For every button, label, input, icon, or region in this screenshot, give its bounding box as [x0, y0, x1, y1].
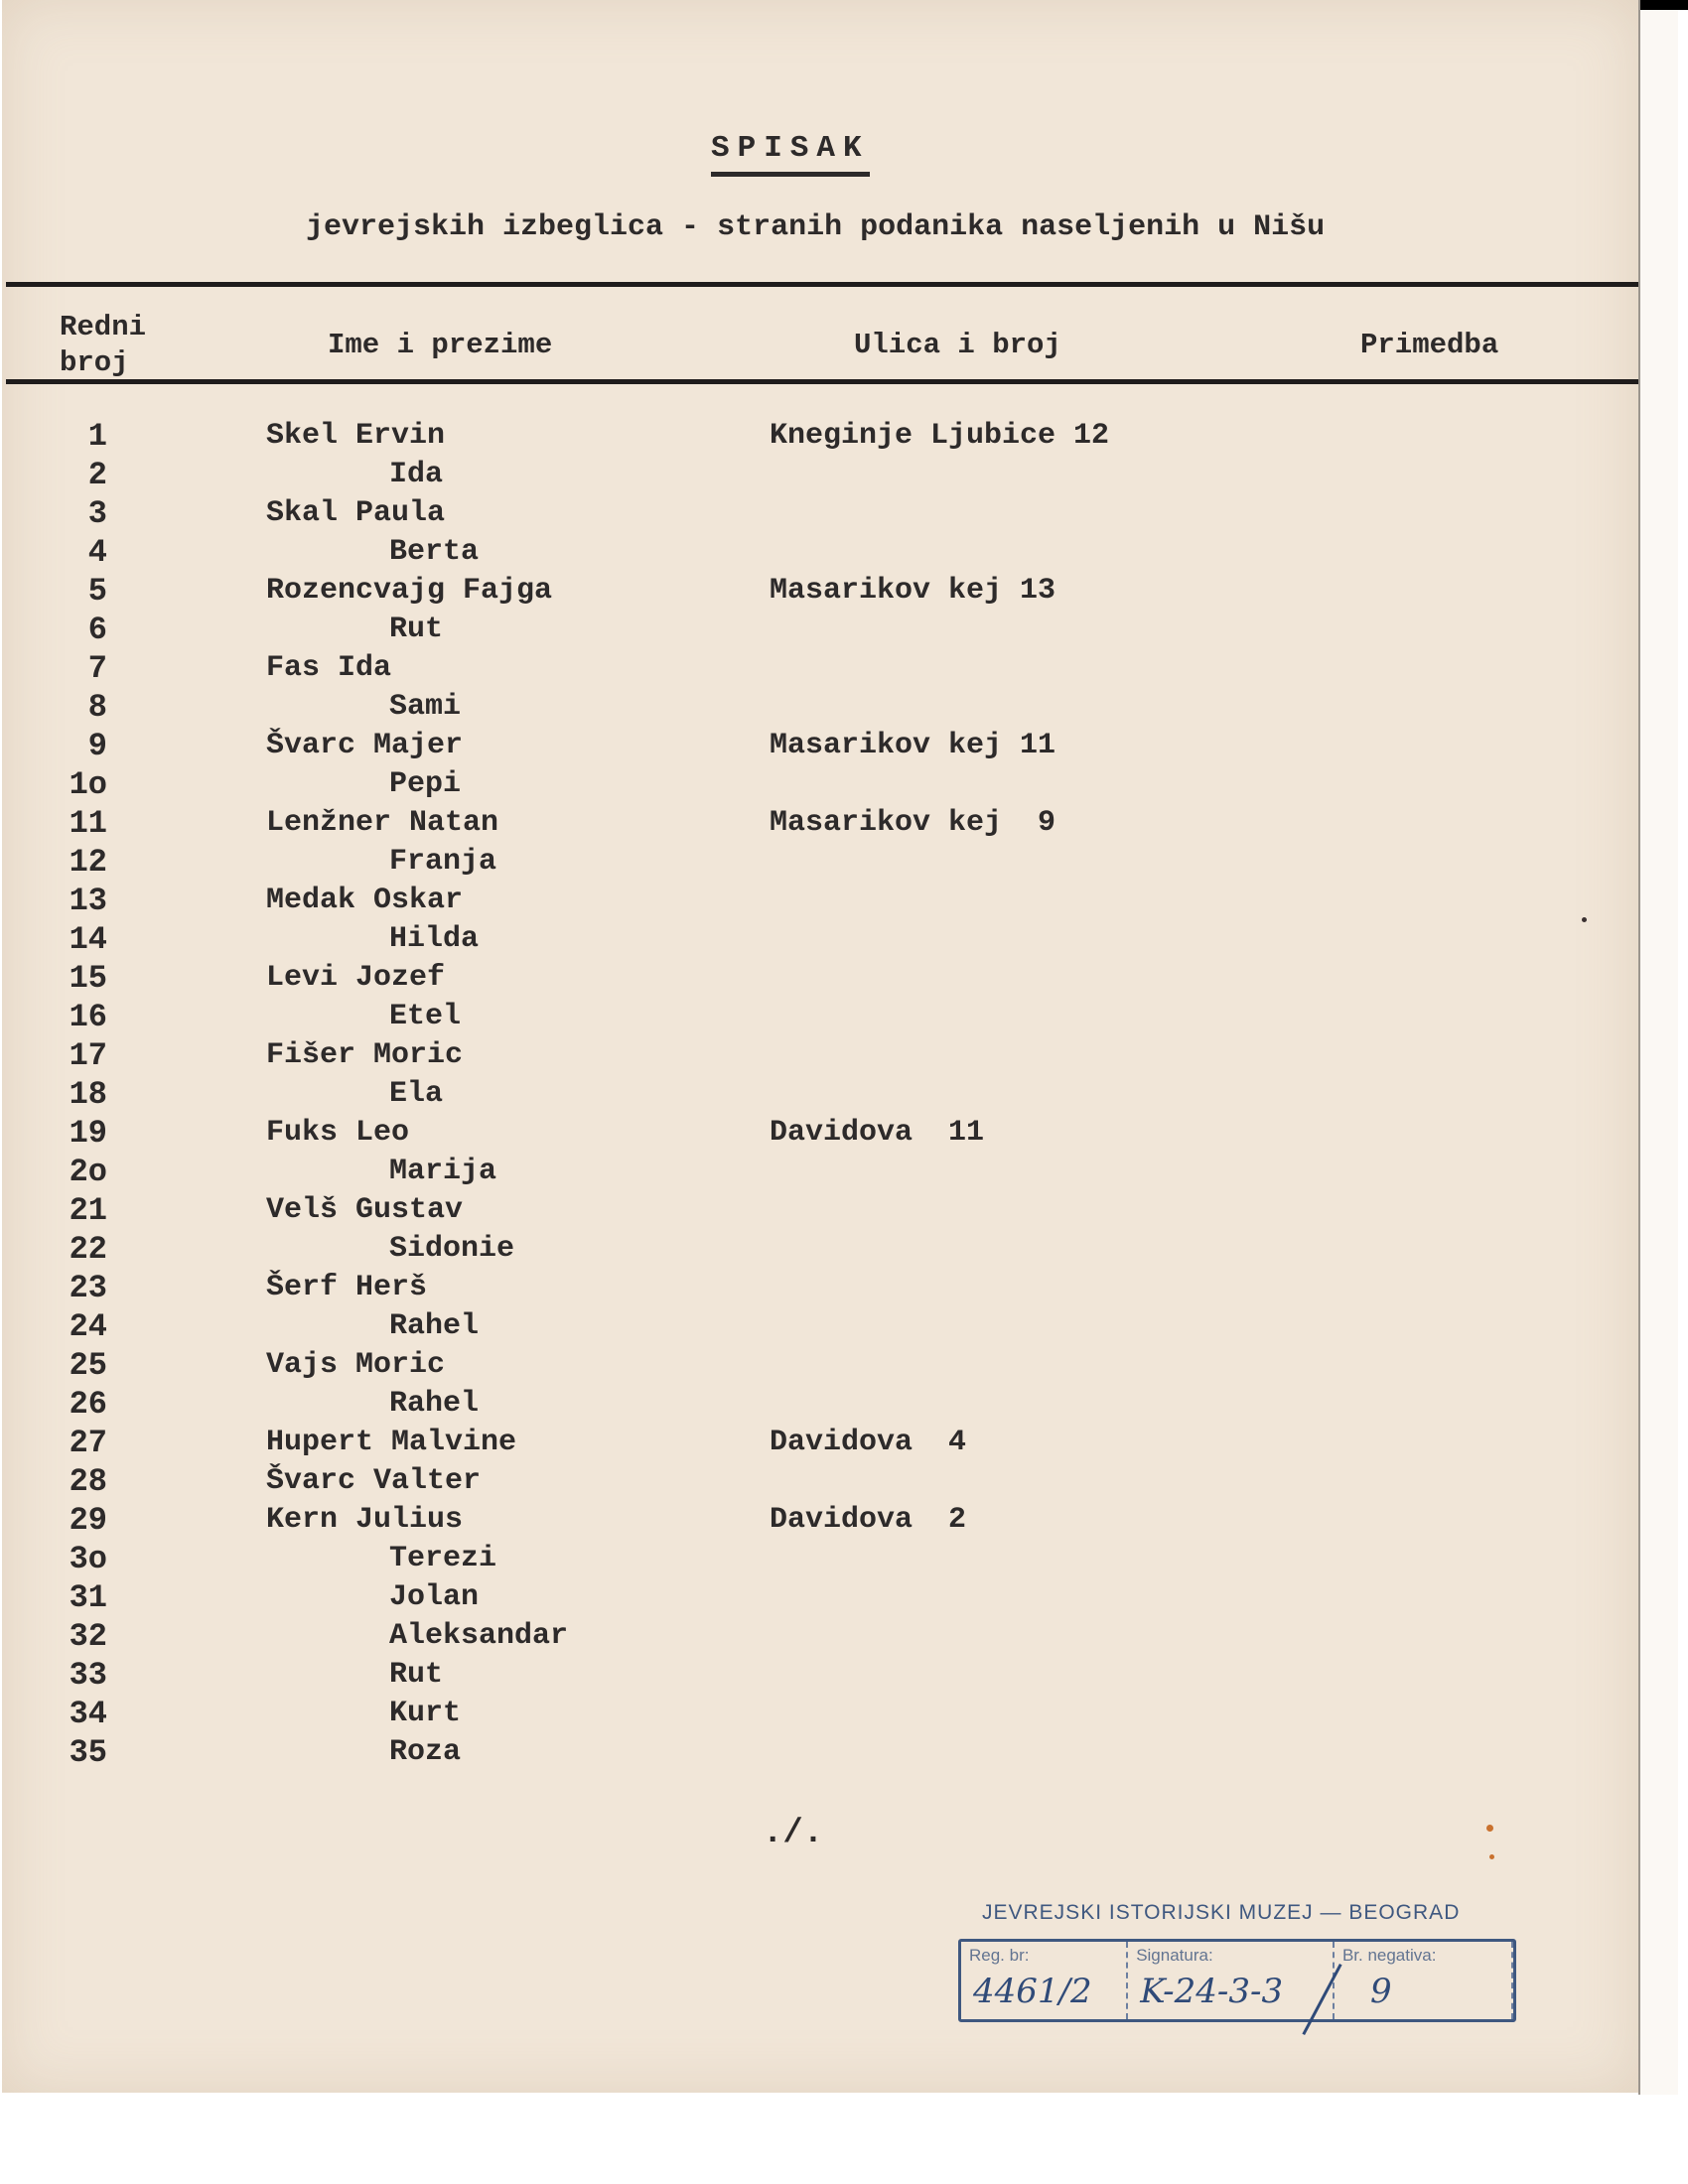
- row-number: 31: [69, 1579, 107, 1616]
- row-street: Davidova 4: [770, 1426, 967, 1459]
- row-surname: Švarc: [266, 1464, 356, 1498]
- row-given-name: Rahel: [389, 1309, 480, 1343]
- stain-dot: [1582, 917, 1587, 922]
- row-number: 25: [69, 1347, 107, 1384]
- row-street: Masarikov kej 9: [770, 806, 1056, 840]
- row-surname: Šerf: [266, 1271, 339, 1304]
- row-surname: Fas: [266, 651, 321, 685]
- row-surname: Fišer: [266, 1038, 356, 1072]
- page-edge: [1638, 0, 1678, 2095]
- row-given-name: Roza: [389, 1735, 462, 1769]
- row-given-name: Moric: [373, 1038, 464, 1072]
- row-street: Masarikov kej 11: [770, 729, 1056, 762]
- row-number: 3: [87, 495, 107, 532]
- row-number: 5: [87, 573, 107, 610]
- row-given-name: Kurt: [389, 1697, 462, 1730]
- row-given-name: Natan: [409, 806, 499, 840]
- stamp-reg-cell: [961, 1942, 1128, 2019]
- row-number: 33: [69, 1657, 107, 1694]
- row-street: Kneginje Ljubice 12: [770, 419, 1110, 453]
- row-given-name: Sidonie: [389, 1232, 515, 1266]
- row-surname: Švarc: [266, 729, 356, 762]
- row-given-name: Marija: [389, 1155, 497, 1188]
- row-surname: Hupert: [266, 1426, 374, 1459]
- row-surname: Medak: [266, 884, 356, 917]
- row-surname: Vajs: [266, 1348, 339, 1382]
- stamp-negativ-cell: [1335, 1942, 1513, 2019]
- row-given-name: Oskar: [373, 884, 464, 917]
- stamp-box: [958, 1939, 1516, 2022]
- row-number: 2: [87, 457, 107, 493]
- header-number-line2: broj: [60, 346, 129, 379]
- row-number: 1o: [69, 766, 107, 803]
- row-number: 15: [69, 960, 107, 997]
- row-number: 16: [69, 999, 107, 1035]
- row-number: 9: [87, 728, 107, 764]
- stamp-signatura-cell: [1128, 1942, 1335, 2019]
- row-surname: Fuks: [266, 1116, 339, 1150]
- row-given-name: Terezi: [389, 1542, 497, 1575]
- table-top-rule: [6, 282, 1638, 287]
- row-surname: Lenžner: [266, 806, 392, 840]
- row-given-name: Rut: [389, 1658, 444, 1692]
- row-surname: Skel: [266, 419, 339, 453]
- stamp-reg-label: Reg. br:: [969, 1946, 1030, 1965]
- row-number: 35: [69, 1734, 107, 1771]
- row-given-name: Ida: [389, 458, 444, 491]
- row-number: 19: [69, 1115, 107, 1152]
- stain-dot: [1486, 1825, 1493, 1832]
- row-number: 22: [69, 1231, 107, 1268]
- header-name: Ime i prezime: [328, 329, 553, 361]
- row-given-name: Jolan: [389, 1580, 480, 1614]
- document-title: SPISAK: [711, 133, 870, 177]
- row-given-name: Gustav: [355, 1193, 464, 1227]
- row-surname: Skal: [266, 496, 339, 530]
- header-number: [60, 310, 146, 381]
- row-surname: Levi: [266, 961, 339, 995]
- row-number: 24: [69, 1308, 107, 1345]
- row-given-name: Moric: [355, 1348, 446, 1382]
- stamp-signatura-value: K-24-3-3: [1140, 1972, 1284, 2011]
- row-number: 34: [69, 1696, 107, 1732]
- row-number: 26: [69, 1386, 107, 1423]
- stamp-reg-value: 4461/2: [973, 1972, 1092, 2011]
- row-given-name: Etel: [389, 1000, 462, 1033]
- row-number: 17: [69, 1037, 107, 1074]
- row-number: 21: [69, 1192, 107, 1229]
- row-number: 8: [87, 689, 107, 726]
- row-given-name: Rahel: [389, 1387, 480, 1421]
- row-given-name: Ervin: [355, 419, 446, 453]
- stamp-signatura-label: Signatura:: [1136, 1946, 1213, 1965]
- row-number: 29: [69, 1502, 107, 1539]
- row-number: 32: [69, 1618, 107, 1655]
- row-given-name: Jozef: [355, 961, 446, 995]
- row-given-name: Ela: [389, 1077, 444, 1111]
- header-number-line1: Redni: [60, 311, 147, 343]
- stamp-title: JEVREJSKI ISTORIJSKI MUZEJ — BEOGRAD: [982, 1901, 1461, 1924]
- row-given-name: Herš: [355, 1271, 428, 1304]
- row-number: 3o: [69, 1541, 107, 1577]
- row-given-name: Valter: [373, 1464, 482, 1498]
- row-given-name: Ida: [338, 651, 392, 685]
- table-header-rule: [6, 379, 1638, 384]
- row-given-name: Julius: [355, 1503, 464, 1537]
- row-given-name: Malvine: [391, 1426, 517, 1459]
- row-given-name: Rut: [389, 613, 444, 646]
- row-surname: Kern: [266, 1503, 339, 1537]
- row-number: 1: [87, 418, 107, 455]
- row-number: 12: [69, 844, 107, 881]
- scan-corner-mark: [1640, 0, 1688, 10]
- row-street: Davidova 11: [770, 1116, 985, 1150]
- row-number: 4: [87, 534, 107, 571]
- row-number: 27: [69, 1425, 107, 1461]
- row-number: 28: [69, 1463, 107, 1500]
- row-number: 11: [69, 805, 107, 842]
- row-number: 23: [69, 1270, 107, 1306]
- row-number: 13: [69, 883, 107, 919]
- document-subtitle: jevrejskih izbeglica - stranih podanika naseljenih u Nišu: [306, 210, 1326, 244]
- row-surname: Rozencvajg: [266, 574, 446, 608]
- row-given-name: Paula: [355, 496, 446, 530]
- row-number: 7: [87, 650, 107, 687]
- row-number: 18: [69, 1076, 107, 1113]
- row-given-name: Sami: [389, 690, 462, 724]
- stamp-negativ-value: 9: [1369, 1972, 1392, 2011]
- row-given-name: Majer: [373, 729, 464, 762]
- row-given-name: Hilda: [389, 922, 480, 956]
- row-number: 6: [87, 612, 107, 648]
- row-street: Davidova 2: [770, 1503, 967, 1537]
- museum-stamp: [958, 1901, 1514, 2035]
- row-given-name: Franja: [389, 845, 497, 879]
- row-given-name: Leo: [355, 1116, 410, 1150]
- row-number: 2o: [69, 1154, 107, 1190]
- header-remark: Primedba: [1360, 329, 1499, 361]
- row-given-name: Fajga: [463, 574, 553, 608]
- header-address: Ulica i broj: [854, 329, 1061, 361]
- stain-dot: [1489, 1854, 1494, 1859]
- row-number: 14: [69, 921, 107, 958]
- row-given-name: Berta: [389, 535, 480, 569]
- end-mark: ./.: [763, 1815, 824, 1852]
- row-street: Masarikov kej 13: [770, 574, 1056, 608]
- document-page: [2, 0, 1638, 2093]
- row-given-name: Pepi: [389, 767, 462, 801]
- row-given-name: Aleksandar: [389, 1619, 569, 1653]
- stamp-negativ-label: Br. negativa:: [1341, 1946, 1437, 1965]
- row-surname: Velš: [266, 1193, 339, 1227]
